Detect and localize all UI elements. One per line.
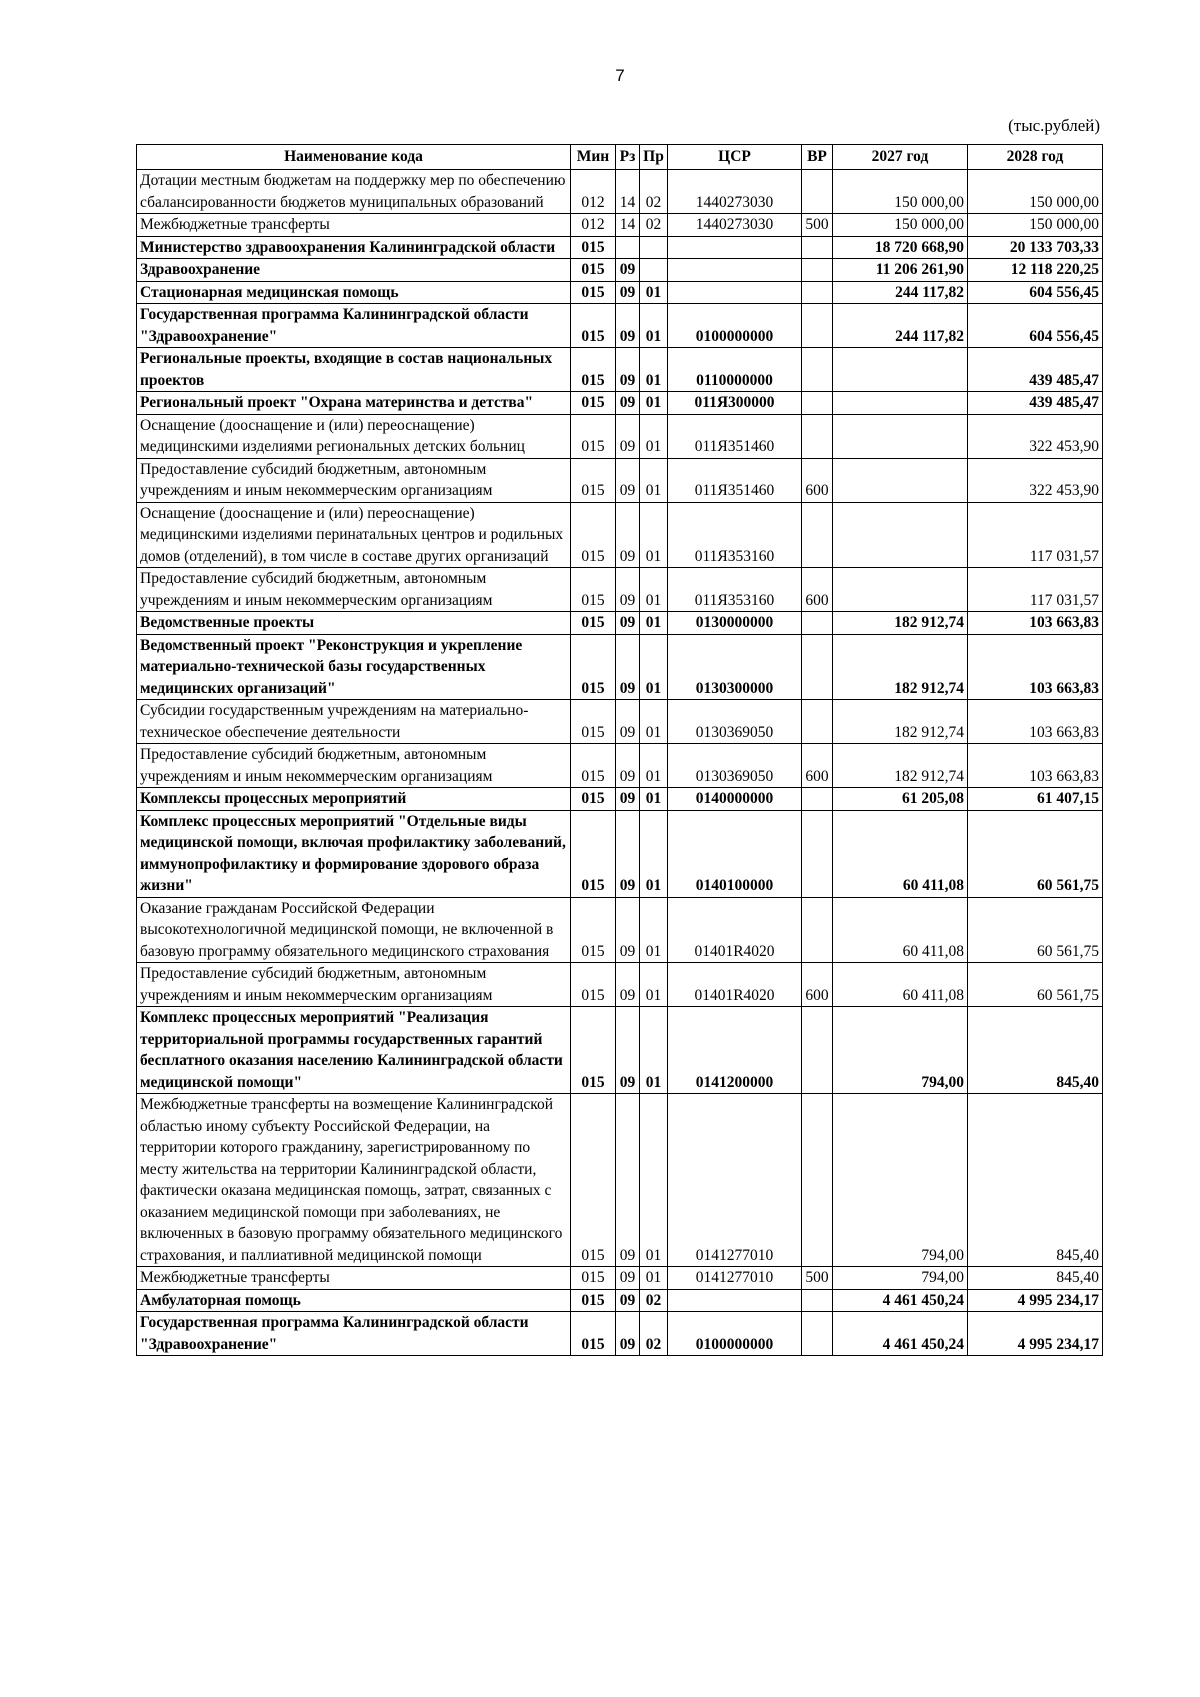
cell-min: 015 [571,392,616,415]
cell-rz: 09 [616,458,640,502]
cell-csr: 0130369050 [668,744,802,788]
cell-2028: 60 561,75 [968,810,1103,897]
cell-vr [802,304,833,348]
table-row [137,348,1103,392]
cell-2027: 4 461 450,24 [833,1312,968,1356]
cell-name: Амбулаторная помощь [137,1289,571,1312]
cell-csr: 01401R4020 [668,963,802,1007]
cell-csr [668,236,802,259]
header-2027: 2027 год [833,145,968,170]
page-number: 7 [615,66,625,85]
cell-2027: 4 461 450,24 [833,1289,968,1312]
cell-name: Комплекс процессных мероприятий "Реализация территориальной программы государственных гарантий бесплатного оказания населению Калининградской области медицинской помощи" [137,1007,571,1094]
cell-csr: 011Я351460 [668,414,802,458]
cell-csr: 0141200000 [668,1007,802,1094]
cell-vr [802,259,833,282]
cell-vr [802,788,833,811]
cell-csr [668,281,802,304]
table-row [137,236,1103,259]
cell-min: 015 [571,897,616,963]
header-rz: Рз [616,145,640,170]
cell-csr: 0100000000 [668,1312,802,1356]
table-row [137,1094,1103,1267]
cell-2028: 604 556,45 [968,281,1103,304]
cell-2028: 845,40 [968,1094,1103,1267]
cell-pr: 01 [640,414,668,458]
cell-pr: 01 [640,788,668,811]
cell-vr [802,502,833,568]
cell-2027: 61 205,08 [833,788,968,811]
cell-rz: 09 [616,348,640,392]
cell-2027: 182 912,74 [833,612,968,635]
cell-min: 015 [571,1289,616,1312]
table-body [137,170,1103,1356]
cell-name: Дотации местным бюджетам на поддержку мер по обеспечению сбалансированности бюджетов муниципальных образований [137,170,571,214]
cell-vr: 500 [802,214,833,237]
cell-vr [802,414,833,458]
cell-vr [802,897,833,963]
cell-2028: 12 118 220,25 [968,259,1103,282]
cell-rz: 09 [616,897,640,963]
cell-2027: 60 411,08 [833,810,968,897]
cell-pr: 01 [640,897,668,963]
cell-csr: 01401R4020 [668,897,802,963]
cell-min: 015 [571,414,616,458]
table-row [137,214,1103,237]
cell-min: 015 [571,744,616,788]
cell-csr: 1440273030 [668,214,802,237]
cell-pr: 01 [640,568,668,612]
cell-rz: 09 [616,392,640,415]
cell-min: 012 [571,170,616,214]
table-row [137,281,1103,304]
cell-2027: 18 720 668,90 [833,236,968,259]
cell-csr: 0130369050 [668,700,802,744]
cell-2027 [833,392,968,415]
cell-pr: 02 [640,214,668,237]
cell-min: 015 [571,612,616,635]
cell-2027: 794,00 [833,1007,968,1094]
cell-2027: 60 411,08 [833,963,968,1007]
cell-2028: 604 556,45 [968,304,1103,348]
table-row [137,1289,1103,1312]
cell-2028: 845,40 [968,1267,1103,1290]
cell-pr: 01 [640,1267,668,1290]
cell-min: 015 [571,810,616,897]
cell-pr: 01 [640,634,668,700]
cell-name: Предоставление субсидий бюджетным, автономным учреждениям и иным некоммерческим организациям [137,568,571,612]
cell-2028: 322 453,90 [968,414,1103,458]
cell-name: Региональные проекты, входящие в состав национальных проектов [137,348,571,392]
table-row [137,963,1103,1007]
cell-min: 015 [571,1312,616,1356]
cell-csr: 0100000000 [668,304,802,348]
cell-vr [802,1007,833,1094]
table-row [137,304,1103,348]
table-row [137,259,1103,282]
cell-pr [640,236,668,259]
cell-pr: 01 [640,458,668,502]
cell-vr [802,1289,833,1312]
cell-pr: 01 [640,281,668,304]
cell-min: 015 [571,348,616,392]
table-row [137,568,1103,612]
cell-2028: 150 000,00 [968,170,1103,214]
cell-min: 015 [571,1007,616,1094]
cell-pr: 01 [640,744,668,788]
cell-rz: 09 [616,1007,640,1094]
cell-csr [668,259,802,282]
cell-rz: 09 [616,700,640,744]
header-min: Мин [571,145,616,170]
cell-min: 015 [571,788,616,811]
cell-vr [802,281,833,304]
cell-name: Государственная программа Калининградской области "Здравоохранение" [137,304,571,348]
cell-pr: 01 [640,502,668,568]
cell-pr: 01 [640,612,668,635]
cell-name: Комплекс процессных мероприятий "Отдельные виды медицинской помощи, включая профилактику заболеваний, иммунопрофилактику и формирование здорового образа жизни" [137,810,571,897]
cell-min: 015 [571,568,616,612]
cell-2027 [833,568,968,612]
cell-2027: 244 117,82 [833,281,968,304]
table-row [137,700,1103,744]
cell-vr: 600 [802,568,833,612]
cell-2027: 244 117,82 [833,304,968,348]
cell-2028: 4 995 234,17 [968,1312,1103,1356]
table-row [137,458,1103,502]
cell-rz: 09 [616,634,640,700]
cell-2027 [833,414,968,458]
cell-vr [802,612,833,635]
header-vr: ВР [802,145,833,170]
cell-vr: 600 [802,744,833,788]
cell-pr: 01 [640,304,668,348]
cell-name: Оснащение (дооснащение и (или) переоснащение) медицинскими изделиями перинатальных центров и родильных домов (отделений), в том числе в составе других организаций [137,502,571,568]
cell-2027 [833,458,968,502]
cell-name: Министерство здравоохранения Калининградской области [137,236,571,259]
cell-name: Ведомственный проект "Реконструкция и укрепление материально-технической базы государственных медицинских организаций" [137,634,571,700]
cell-2028: 103 663,83 [968,634,1103,700]
cell-2028: 117 031,57 [968,568,1103,612]
cell-rz: 14 [616,214,640,237]
header-name: Наименование кода [137,145,571,170]
header-csr: ЦСР [668,145,802,170]
cell-min: 015 [571,259,616,282]
cell-rz: 09 [616,281,640,304]
cell-rz: 09 [616,1094,640,1267]
cell-name: Оснащение (дооснащение и (или) переоснащение) медицинскими изделиями региональных детских больниц [137,414,571,458]
cell-2028: 60 561,75 [968,963,1103,1007]
table-row [137,1312,1103,1356]
cell-csr: 0130300000 [668,634,802,700]
cell-rz: 09 [616,304,640,348]
cell-rz: 09 [616,744,640,788]
cell-vr [802,392,833,415]
cell-vr [802,700,833,744]
cell-rz: 09 [616,1289,640,1312]
cell-name: Стационарная медицинская помощь [137,281,571,304]
cell-csr [668,1289,802,1312]
unit-label: (тыс.рублей) [1008,116,1100,135]
cell-name: Предоставление субсидий бюджетным, автономным учреждениям и иным некоммерческим организациям [137,744,571,788]
cell-vr [802,1312,833,1356]
cell-vr: 500 [802,1267,833,1290]
cell-rz: 09 [616,259,640,282]
cell-vr: 600 [802,963,833,1007]
cell-2027: 794,00 [833,1267,968,1290]
budget-table [136,144,1103,1356]
cell-2028: 103 663,83 [968,612,1103,635]
cell-min: 015 [571,458,616,502]
table-row [137,897,1103,963]
cell-name: Здравоохранение [137,259,571,282]
cell-2027: 182 912,74 [833,700,968,744]
cell-csr: 0110000000 [668,348,802,392]
cell-name: Ведомственные проекты [137,612,571,635]
cell-pr: 01 [640,1007,668,1094]
cell-rz [616,236,640,259]
header-2028: 2028 год [968,145,1103,170]
cell-min: 015 [571,963,616,1007]
table-row [137,744,1103,788]
cell-rz: 09 [616,568,640,612]
cell-2028: 20 133 703,33 [968,236,1103,259]
cell-name: Межбюджетные трансферты [137,1267,571,1290]
table-row [137,414,1103,458]
cell-name: Государственная программа Калининградской области "Здравоохранение" [137,1312,571,1356]
cell-rz: 14 [616,170,640,214]
cell-2028: 4 995 234,17 [968,1289,1103,1312]
cell-2027: 11 206 261,90 [833,259,968,282]
cell-csr: 0130000000 [668,612,802,635]
cell-name: Региональный проект "Охрана материнства и детства" [137,392,571,415]
table-row [137,1007,1103,1094]
cell-csr: 0141277010 [668,1094,802,1267]
cell-csr: 011Я351460 [668,458,802,502]
cell-vr [802,170,833,214]
cell-min: 015 [571,700,616,744]
cell-2028: 117 031,57 [968,502,1103,568]
header-pr: Пр [640,145,668,170]
cell-pr [640,259,668,282]
cell-name: Оказание гражданам Российской Федерации высокотехнологичной медицинской помощи, не включенной в базовую программу обязательного медицинского страхования [137,897,571,963]
cell-2028: 103 663,83 [968,700,1103,744]
cell-min: 015 [571,236,616,259]
cell-pr: 01 [640,348,668,392]
cell-2027 [833,502,968,568]
cell-rz: 09 [616,1267,640,1290]
cell-csr: 0140100000 [668,810,802,897]
cell-vr [802,634,833,700]
cell-2028: 845,40 [968,1007,1103,1094]
cell-min: 015 [571,502,616,568]
cell-vr [802,236,833,259]
cell-pr: 01 [640,810,668,897]
cell-pr: 02 [640,1289,668,1312]
cell-pr: 01 [640,700,668,744]
cell-2028: 150 000,00 [968,214,1103,237]
cell-vr [802,1094,833,1267]
cell-pr: 01 [640,392,668,415]
table-row [137,810,1103,897]
cell-vr [802,810,833,897]
cell-2027 [833,348,968,392]
cell-rz: 09 [616,502,640,568]
cell-pr: 01 [640,1094,668,1267]
cell-csr: 011Я300000 [668,392,802,415]
table-row [137,788,1103,811]
cell-name: Межбюджетные трансферты [137,214,571,237]
cell-2027: 182 912,74 [833,744,968,788]
cell-csr: 1440273030 [668,170,802,214]
cell-name: Предоставление субсидий бюджетным, автономным учреждениям и иным некоммерческим организациям [137,458,571,502]
cell-rz: 09 [616,612,640,635]
table-row [137,170,1103,214]
cell-name: Субсидии государственным учреждениям на материально-техническое обеспечение деятельности [137,700,571,744]
table-row [137,1267,1103,1290]
cell-min: 012 [571,214,616,237]
cell-pr: 01 [640,963,668,1007]
cell-pr: 02 [640,1312,668,1356]
cell-name: Предоставление субсидий бюджетным, автономным учреждениям и иным некоммерческим организациям [137,963,571,1007]
cell-2027: 794,00 [833,1094,968,1267]
cell-2028: 439 485,47 [968,392,1103,415]
cell-csr: 011Я353160 [668,502,802,568]
cell-2027: 182 912,74 [833,634,968,700]
cell-rz: 09 [616,1312,640,1356]
cell-2028: 439 485,47 [968,348,1103,392]
table-row [137,634,1103,700]
cell-min: 015 [571,1094,616,1267]
cell-rz: 09 [616,810,640,897]
cell-rz: 09 [616,414,640,458]
cell-min: 015 [571,281,616,304]
cell-2028: 322 453,90 [968,458,1103,502]
cell-pr: 02 [640,170,668,214]
table-row [137,502,1103,568]
cell-name: Межбюджетные трансферты на возмещение Калининградской областью иному субъекту Российской Федерации, на территории которого гражданину, зарегистрированному по месту жительства на территории Калининградской области, фактически оказана медицинская помощь, затрат, связанных с оказанием медицинской помощи при заболеваниях, не включенных в базовую программу обязательного медицинского страхования, и паллиативной медицинской помощи [137,1094,571,1267]
cell-vr: 600 [802,458,833,502]
cell-2027: 150 000,00 [833,214,968,237]
cell-min: 015 [571,304,616,348]
cell-2028: 60 561,75 [968,897,1103,963]
cell-2028: 103 663,83 [968,744,1103,788]
cell-csr: 011Я353160 [668,568,802,612]
cell-2027: 60 411,08 [833,897,968,963]
table-row [137,612,1103,635]
cell-vr [802,348,833,392]
cell-2027: 150 000,00 [833,170,968,214]
cell-min: 015 [571,634,616,700]
cell-2028: 61 407,15 [968,788,1103,811]
cell-name: Комплексы процессных мероприятий [137,788,571,811]
cell-csr: 0140000000 [668,788,802,811]
cell-rz: 09 [616,788,640,811]
table-row [137,392,1103,415]
cell-rz: 09 [616,963,640,1007]
cell-min: 015 [571,1267,616,1290]
table-header-row [137,145,1103,170]
cell-csr: 0141277010 [668,1267,802,1290]
